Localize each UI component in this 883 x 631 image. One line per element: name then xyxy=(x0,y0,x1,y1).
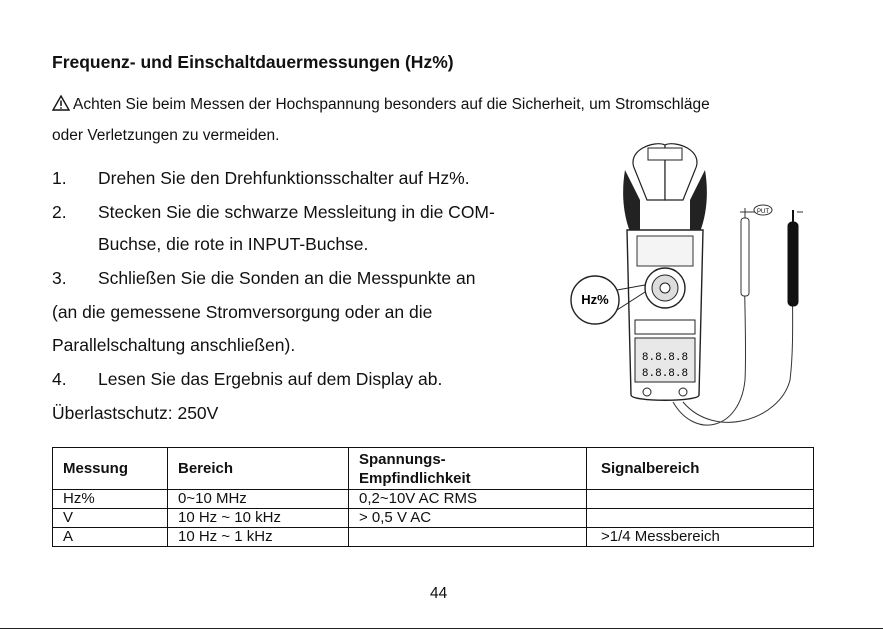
step-text: Schließen Sie die Sonden an die Messpunkte an xyxy=(98,268,476,288)
step-number: 3. xyxy=(52,268,67,288)
table-cell xyxy=(349,528,587,547)
step-4 xyxy=(52,369,443,390)
dial-label: Hz% xyxy=(581,292,609,307)
warning-text-2: oder Verletzungen zu vermeiden. xyxy=(52,127,280,144)
step-2 xyxy=(52,202,495,223)
step-text-continued: (an die gemessene Stromversorgung oder an die xyxy=(52,302,433,322)
step-number: 2. xyxy=(52,202,67,222)
table-cell: V xyxy=(53,509,168,528)
warning-triangle-icon xyxy=(52,95,70,111)
column-header: Messung xyxy=(53,448,168,490)
table-cell: 10 Hz ~ 1 kHz xyxy=(168,528,349,547)
svg-text:8.8.8.8: 8.8.8.8 xyxy=(641,352,689,364)
column-header: Spannungs- Empfindlichkeit xyxy=(349,448,587,490)
column-header: Bereich xyxy=(168,448,349,490)
table-header-row xyxy=(53,448,814,490)
step-1 xyxy=(52,168,470,189)
table-cell: 10 Hz ~ 10 kHz xyxy=(168,509,349,528)
table-row xyxy=(53,509,814,528)
table-row xyxy=(53,490,814,509)
column-header: Signalbereich xyxy=(587,448,814,490)
table-cell xyxy=(587,509,814,528)
specification-table xyxy=(52,447,814,547)
footer-divider xyxy=(0,628,883,629)
step-text-continued: Parallelschaltung anschließen). xyxy=(52,335,296,355)
step-number: 4. xyxy=(52,369,67,389)
table-cell: 0~10 MHz xyxy=(168,490,349,509)
step-number: 1. xyxy=(52,168,67,188)
page-title: Frequenz- und Einschaltdauermessungen (Hz%) xyxy=(52,52,454,72)
step-3 xyxy=(52,268,476,289)
table-cell: 0,2~10V AC RMS xyxy=(349,490,587,509)
clamp-meter-illustration xyxy=(565,140,825,430)
step-text: Stecken Sie die schwarze Messleitung in die COM- xyxy=(98,202,495,222)
overload-protection: Überlastschutz: 250V xyxy=(52,403,219,423)
probe-label: PUT xyxy=(757,209,769,215)
step-text: Lesen Sie das Ergebnis auf dem Display ab. xyxy=(98,369,443,389)
table-cell: A xyxy=(53,528,168,547)
table-cell: > 0,5 V AC xyxy=(349,509,587,528)
table-cell: Hz% xyxy=(53,490,168,509)
step-text-continued: Buchse, die rote in INPUT-Buchse. xyxy=(98,234,369,254)
svg-text:8.8.8.8: 8.8.8.8 xyxy=(641,368,689,380)
warning-line-1 xyxy=(52,94,852,115)
table-cell xyxy=(587,490,814,509)
table-row xyxy=(53,528,814,547)
warning-text-1: Achten Sie beim Messen der Hochspannung besonders auf die Sicherheit, um Stromschläge xyxy=(73,96,710,113)
page-number: 44 xyxy=(430,585,448,602)
table-cell: >1/4 Messbereich xyxy=(587,528,814,547)
step-text: Drehen Sie den Drehfunktionsschalter auf Hz%. xyxy=(98,168,470,188)
